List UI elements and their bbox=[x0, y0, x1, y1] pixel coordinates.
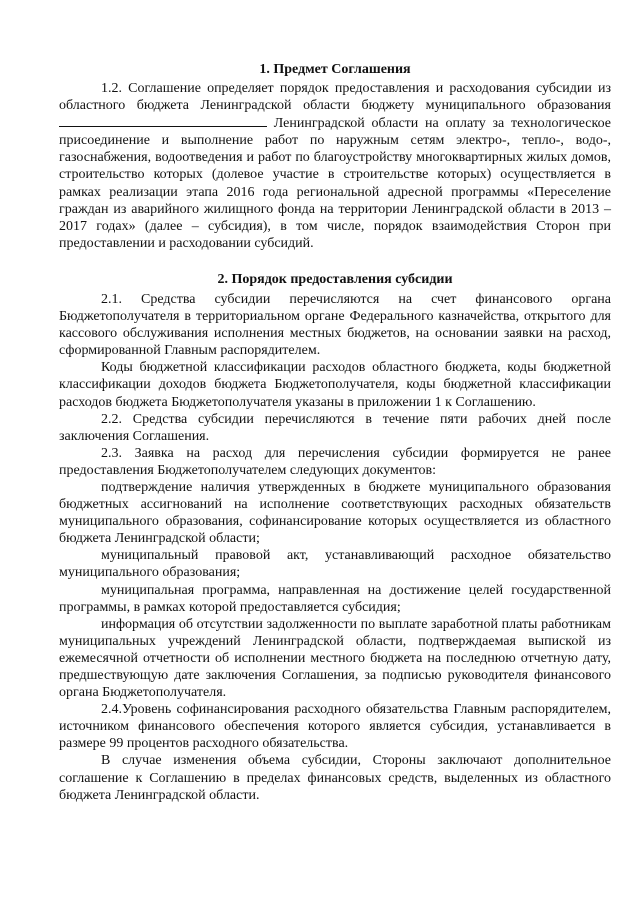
paragraph-2-4: 2.4.Уровень софинансирования расходного обязательства Главным распорядителем, источником финансового обеспечения которого является субсидия, устанавливается в размере 99 процентов расходного обязательства. bbox=[59, 702, 611, 752]
paragraph-subsidy-change: В случае изменения объема субсидии, Стороны заключают дополнительное соглашение к Соглашению в пределах финансовых средств, выделенных из областного бюджета Ленинградской области. bbox=[59, 753, 611, 803]
section-1-title: 1. Предмет Соглашения bbox=[259, 62, 411, 77]
list-item-debt-info: информация об отсутствии задолженности по выплате заработной платы работникам муниципальных учреждений Ленинградской области, подтверждаемая выпиской из ежемесячной отчетности об исполнении местного бюджета на последнюю отчетную дату, предшествующую дате заключения Соглашения, за подписью руководителя финансового органа Бюджетополучателя. bbox=[59, 616, 611, 701]
paragraph-1-2 bbox=[59, 80, 611, 252]
paragraph-budget-codes: Коды бюджетной классификации расходов областного бюджета, коды бюджетной классификации доходов бюджета Бюджетополучателя, коды бюджетной классификации расходов бюджета Бюджетополучателя указаны в приложении 1 к Соглашению. bbox=[59, 360, 611, 410]
list-item-legal-act: муниципальный правовой акт, устанавливающий расходное обязательство муниципального образования; bbox=[59, 548, 611, 581]
paragraph-2-3: 2.3. Заявка на расход для перечисления субсидии формируется не ранее предоставления Бюджетополучателем следующих документов: bbox=[59, 445, 611, 478]
section-2-title: 2. Порядок предоставления субсидии bbox=[217, 271, 453, 287]
paragraph-2-2: 2.2. Средства субсидии перечисляются в течение пяти рабочих дней после заключения Соглашения. bbox=[59, 411, 611, 444]
blank-line-municipality bbox=[59, 114, 267, 127]
list-item-municipal-program: муниципальная программа, направленная на достижение целей государственной программы, в рамках которой предоставляется субсидия; bbox=[59, 582, 611, 615]
paragraph-1-2-start: 1.2. Соглашение определяет порядок предоставления и расходования субсидии из областного бюджета Ленинградской области бюджету муниципального образования bbox=[59, 81, 611, 114]
paragraph-1-2-end: Ленинградской области на оплату за технологическое присоединение и выполнение работ по наружным сетям электро-, тепло-, водо-, газоснабжения, водоотведения и работ по благоустройству многоквартирных жилых домов, строительство которых (долевое участие в строительстве которых) осуществляется в рамках реализации этапа 2016 года региональной адресной программы «Переселение граждан из аварийного жилищного фонда на территории Ленинградской области в 2013 – 2017 годах» (далее – субсидия), в том числе, порядок взаимодействия Сторон при предоставлении и расходовании субсидий. bbox=[59, 116, 611, 251]
list-item-confirmation: подтверждение наличия утвержденных в бюджете муниципального образования бюджетных ассигнований на исполнение соответствующих расходных обязательств муниципального образования, софинансирование которых осуществляется из областного бюджета Ленинградской области; bbox=[59, 479, 611, 547]
paragraph-2-1: 2.1. Средства субсидии перечисляются на счет финансового органа Бюджетополучателя в территориальном органе Федерального казначейства, открытого для кассового обслуживания исполнения местных бюджетов, на основании заявки на расход, сформированной Главным распорядителем. bbox=[59, 291, 611, 359]
